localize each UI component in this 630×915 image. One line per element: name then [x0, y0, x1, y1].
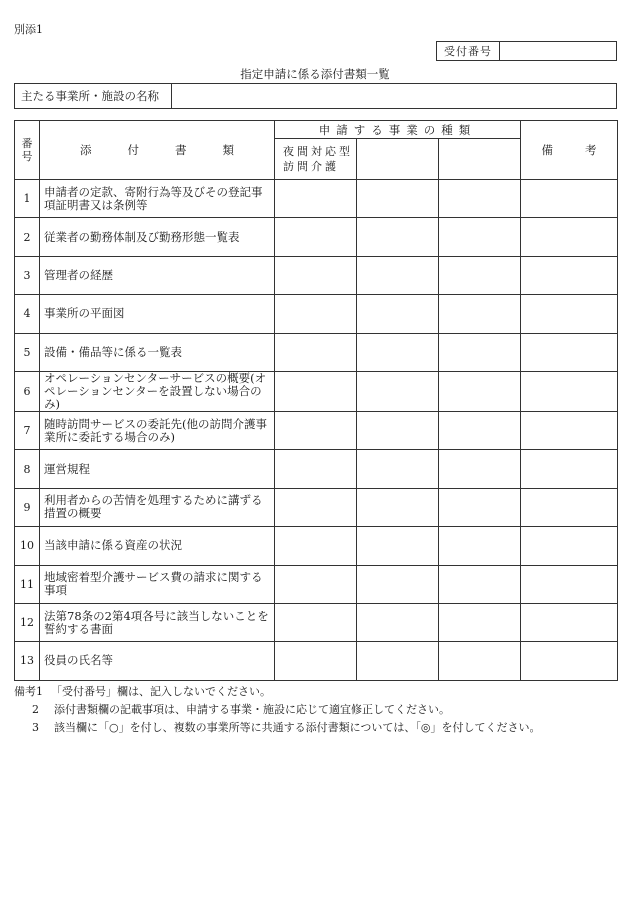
remarks-cell[interactable] — [521, 218, 618, 256]
remark-1 — [14, 683, 617, 701]
service-check-cell[interactable] — [439, 218, 521, 256]
row-number: 11 — [15, 565, 40, 603]
row-document: 地域密着型介護サービス費の請求に関する事項 — [40, 565, 275, 603]
service-check-cell[interactable] — [439, 333, 521, 371]
service-check-cell[interactable] — [275, 488, 357, 526]
row-document: 事業所の平面図 — [40, 295, 275, 333]
service-check-cell[interactable] — [439, 411, 521, 449]
header-row-1 — [15, 121, 618, 139]
remarks-cell[interactable] — [521, 256, 618, 294]
remarks-cell[interactable] — [521, 642, 618, 680]
service-check-cell[interactable] — [275, 256, 357, 294]
header-documents — [40, 121, 275, 180]
service-check-cell[interactable] — [357, 527, 439, 565]
row-document: 利用者からの苦情を処理するために講ずる措置の概要 — [40, 488, 275, 526]
header-doc-char: 類 — [222, 143, 234, 157]
table-row — [15, 527, 618, 565]
service-check-cell[interactable] — [357, 488, 439, 526]
header-remarks-char: 考 — [585, 143, 597, 157]
remark-text: 添付書類欄の記載事項は、申請する事業・施設に応じて適宜修正してください。 — [54, 703, 450, 716]
service-check-cell[interactable] — [275, 218, 357, 256]
service-check-cell[interactable] — [275, 371, 357, 411]
service-check-cell[interactable] — [357, 603, 439, 641]
remark-3 — [14, 719, 617, 737]
row-number: 6 — [15, 371, 40, 411]
service-check-cell[interactable] — [439, 603, 521, 641]
row-number: 8 — [15, 450, 40, 488]
table-row — [15, 333, 618, 371]
row-number: 2 — [15, 218, 40, 256]
remark-text: 「受付番号」欄は、記入しないでください。 — [51, 685, 271, 698]
header-remarks — [521, 121, 618, 180]
service-check-cell[interactable] — [439, 488, 521, 526]
facility-name-label: 主たる事業所・施設の名称 — [15, 84, 172, 108]
service-check-cell[interactable] — [439, 527, 521, 565]
header-remarks-char: 備 — [541, 143, 554, 157]
header-service-nighttime-visit-care — [275, 139, 357, 180]
table-row — [15, 295, 618, 333]
row-number: 9 — [15, 488, 40, 526]
row-document: 法第78条の2第4項各号に該当しないことを誓約する書面 — [40, 603, 275, 641]
reception-number-label: 受付番号 — [437, 42, 500, 60]
row-number: 4 — [15, 295, 40, 333]
row-document: 管理者の経歴 — [40, 256, 275, 294]
service-check-cell[interactable] — [357, 371, 439, 411]
row-number: 3 — [15, 256, 40, 294]
attachment-table — [14, 120, 618, 681]
facility-name-row — [14, 83, 617, 109]
service-check-cell[interactable] — [275, 565, 357, 603]
row-number: 12 — [15, 603, 40, 641]
row-document: 申請者の定款、寄附行為等及びその登記事項証明書又は条例等 — [40, 180, 275, 218]
service-check-cell[interactable] — [357, 218, 439, 256]
service-name-line: 夜間対応型 — [283, 145, 353, 158]
row-document: 随時訪問サービスの委託先(他の訪問介護事業所に委託する場合のみ) — [40, 411, 275, 449]
remarks-cell[interactable] — [521, 295, 618, 333]
remarks-cell[interactable] — [521, 371, 618, 411]
row-number: 1 — [15, 180, 40, 218]
header-doc-char: 添 — [80, 143, 92, 157]
table-row — [15, 603, 618, 641]
service-check-cell[interactable] — [439, 295, 521, 333]
remarks-cell[interactable] — [521, 450, 618, 488]
document-title: 指定申請に係る添付書類一覧 — [240, 67, 390, 81]
remark-number: 2 — [32, 703, 39, 716]
header-doc-char: 付 — [127, 143, 139, 157]
remarks-cell[interactable] — [521, 411, 618, 449]
remarks-cell[interactable] — [521, 333, 618, 371]
header-service-kind: 申請する事業の種類 — [275, 121, 521, 139]
row-document: オペレーションセンターサービスの概要(オペレーションセンターを設置しない場合のみ) — [40, 371, 275, 411]
header-service-blank — [357, 139, 439, 180]
remark-number: 備考1 — [14, 685, 43, 698]
table-row — [15, 488, 618, 526]
service-check-cell[interactable] — [439, 565, 521, 603]
row-document: 従業者の勤務体制及び勤務形態一覧表 — [40, 218, 275, 256]
table-row — [15, 256, 618, 294]
service-check-cell[interactable] — [357, 180, 439, 218]
facility-name-field[interactable] — [172, 84, 616, 108]
table-row — [15, 371, 618, 411]
remarks-cell[interactable] — [521, 488, 618, 526]
service-check-cell[interactable] — [439, 371, 521, 411]
service-check-cell[interactable] — [275, 603, 357, 641]
service-check-cell[interactable] — [357, 256, 439, 294]
remark-number: 3 — [32, 721, 39, 734]
service-check-cell[interactable] — [439, 642, 521, 680]
header-number — [15, 121, 40, 180]
service-check-cell[interactable] — [275, 642, 357, 680]
header-number-char-2: 号 — [21, 150, 33, 163]
table-row — [15, 565, 618, 603]
service-check-cell[interactable] — [275, 180, 357, 218]
row-number: 7 — [15, 411, 40, 449]
table-row — [15, 642, 618, 680]
service-check-cell[interactable] — [357, 450, 439, 488]
remarks-cell[interactable] — [521, 180, 618, 218]
service-check-cell[interactable] — [439, 256, 521, 294]
table-row — [15, 218, 618, 256]
remark-2 — [14, 701, 617, 719]
service-check-cell[interactable] — [275, 295, 357, 333]
service-check-cell[interactable] — [439, 450, 521, 488]
service-check-cell[interactable] — [357, 411, 439, 449]
row-document: 当該申請に係る資産の状況 — [40, 527, 275, 565]
remarks-cell[interactable] — [521, 527, 618, 565]
table-row — [15, 411, 618, 449]
header-number-char-1: 番 — [21, 137, 33, 150]
row-number: 10 — [15, 527, 40, 565]
remarks-cell[interactable] — [521, 565, 618, 603]
service-check-cell[interactable] — [275, 450, 357, 488]
remarks-section — [14, 683, 617, 737]
header-service-blank — [439, 139, 521, 180]
header-doc-char: 書 — [175, 143, 187, 157]
service-check-cell[interactable] — [275, 333, 357, 371]
service-check-cell[interactable] — [357, 295, 439, 333]
row-number: 13 — [15, 642, 40, 680]
table-row — [15, 180, 618, 218]
remark-text: 該当欄に「○」を付し、複数の事業所等に共通する添付書類については、「◎」を付してください。 — [54, 721, 541, 734]
attachment-label: 別添1 — [14, 23, 43, 36]
table-row — [15, 450, 618, 488]
row-number: 5 — [15, 333, 40, 371]
service-check-cell[interactable] — [439, 180, 521, 218]
row-document: 運営規程 — [40, 450, 275, 488]
row-document: 設備・備品等に係る一覧表 — [40, 333, 275, 371]
service-check-cell[interactable] — [357, 565, 439, 603]
service-check-cell[interactable] — [357, 642, 439, 680]
service-name-line: 訪問介護 — [283, 160, 339, 173]
remarks-cell[interactable] — [521, 603, 618, 641]
reception-number-field[interactable] — [500, 42, 616, 60]
service-check-cell[interactable] — [357, 333, 439, 371]
reception-number-box — [436, 41, 617, 61]
service-check-cell[interactable] — [275, 411, 357, 449]
service-check-cell[interactable] — [275, 527, 357, 565]
row-document: 役員の氏名等 — [40, 642, 275, 680]
